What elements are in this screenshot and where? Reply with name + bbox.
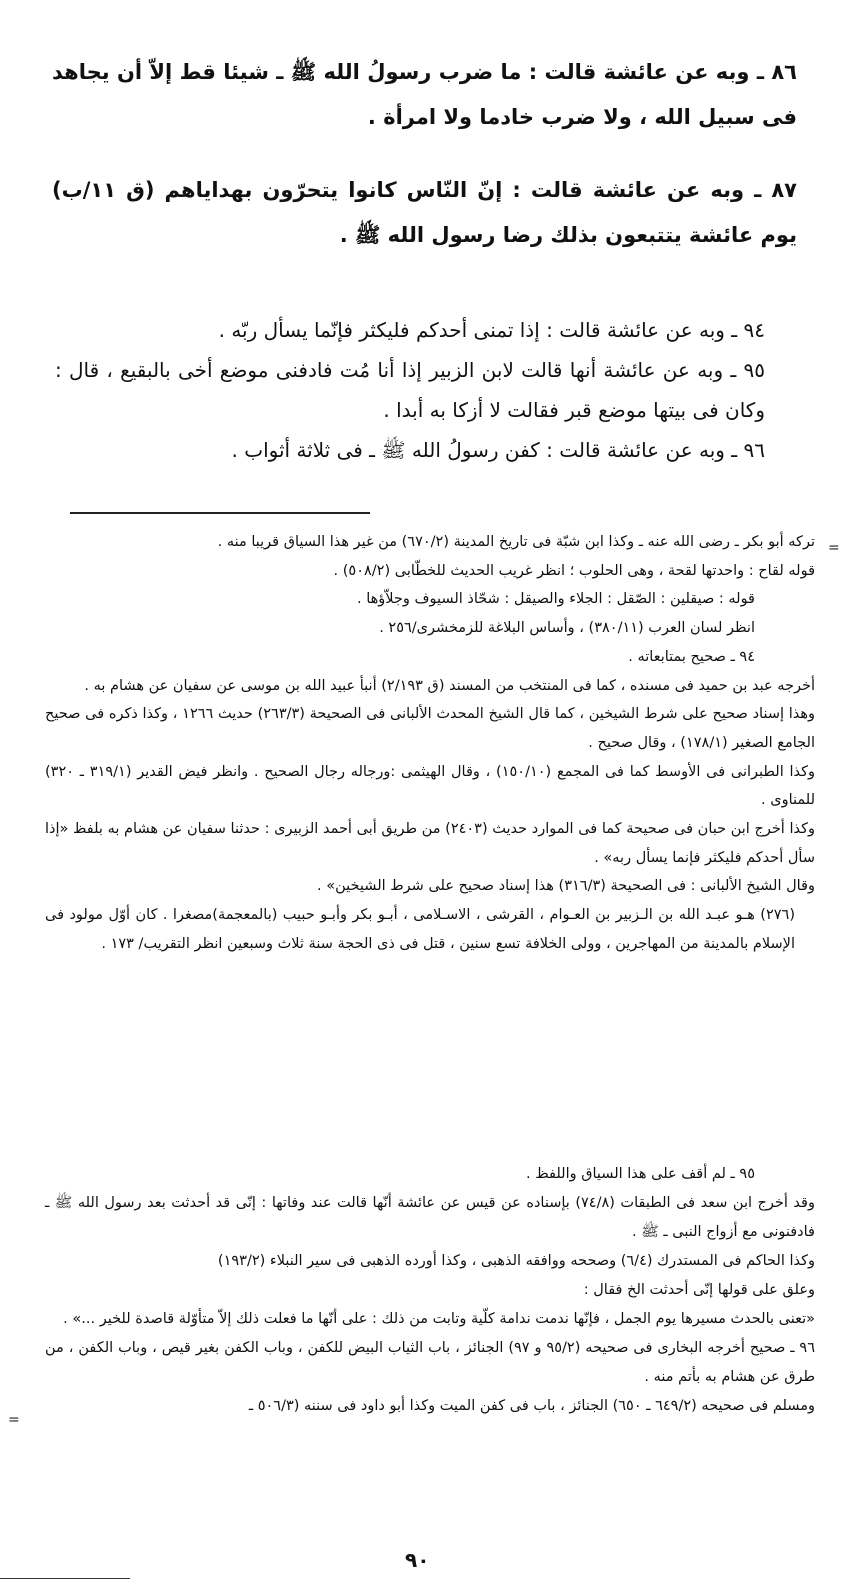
hadith-86 <box>52 50 797 140</box>
hadith-96: ٩٦ ـ وبه عن عائشة قالت : كفن رسولُ الله ﷺ ـ فى ثلاثة أثواب . <box>231 438 765 462</box>
footnote-line: ٩٥ ـ لم أقف على هذا السياق واللفظ . <box>526 1166 755 1182</box>
footnote-line: وعلق على قولها إنّى أحدثت الخ فقال : <box>583 1282 815 1298</box>
hadith-87 <box>52 168 797 258</box>
hadith-94: ٩٤ ـ وبه عن عائشة قالت : إذا تمنى أحدكم فليكثر فإنّما يسأل ربّه . <box>218 318 765 342</box>
footnote-line: أخرجه عبد بن حميد فى مسنده ، كما فى المنتخب من المسند (ق ٢/١٩٣) أنبأ عبيد الله بن موسى عن سفيان عن هشام به . <box>84 677 815 694</box>
footnotes-bottom <box>45 1160 815 1421</box>
footnote-line: ٩٤ ـ صحيح بمتابعاته . <box>628 648 755 665</box>
hadith-list <box>55 310 765 470</box>
page-number: ٩٠ <box>405 1548 430 1572</box>
footnote-line: قوله لقاح : واحدتها لقحة ، وهى الحلوب ؛ انظر غريب الحديث للخطّابى (٥٠٨/٢) . <box>333 562 815 579</box>
footnotes-top <box>45 528 815 959</box>
footnote-line: وكذا الحاكم فى المستدرك (٦/٤) وصححه ووافقه الذهبى ، وكذا أورده الذهبى فى سير النبلاء (١٩٣/٢) <box>217 1253 815 1269</box>
hadith-95: ٩٥ ـ وبه عن عائشة أنها قالت لابن الزبير إذا أنا مُت فادفنى موضع أخى بالبقيع ، قال : وكان فى بيتها موضع قبر فقالت لا أزكا به أبدا . <box>55 358 765 422</box>
footnote-line: انظر لسان العرب (٣٨٠/١١) ، وأساس البلاغة للزمخشرى/٢٥٦ . <box>379 620 755 637</box>
footnote-line: وكذا أخرج ابن حبان فى صحيحة كما فى الموارد حديث (٢٤٠٣) من طريق أبى أحمد الزبيرى : حدثنا سفيان عن هشام به بلفظ «إذا سأل أحدكم فليكثر فإنما يسأل ربه» . <box>45 821 816 866</box>
footnote-line: تركه أبو بكر ـ رضى الله عنه ـ وكذا ابن شبّة فى تاريخ المدينة (٦٧٠/٢) من غير هذا السياق قريبا منه . <box>217 534 815 550</box>
footnote-line: وكذا الطبرانى فى الأوسط كما فى المجمع (١٥٠/١٠) ، وقال الهيثمى :ورجاله رجال الصحيح . وانظر فيض القدير (٣١٩/١ ـ ٣٢٠) للمناوى . <box>45 763 816 809</box>
footnote-line: وقال الشيخ الألبانى : فى الصحيحة (٣١٦/٣) هذا إسناد صحيح على شرط الشيخين» . <box>317 878 815 895</box>
bottom-rule <box>0 1578 130 1579</box>
footnote-divider <box>70 512 370 514</box>
continuation-mark-bottom: = <box>8 1412 20 1428</box>
footnote-276: (٢٧٦) هـو عبـد الله بن الـزبير بن العـوام ، القرشى ، الاسـلامى ، أبـو بكر وأبـو حبيب (بالمعجمة)مصغرا . كان أوّل مولود فى الإسلام بالمدينة من المهاجرين ، وولى الخلافة تسع سنين ، قتل فى ذى الحجة سنة ثلاث وسبعين انظر التقريب/ ١٧٣ . <box>45 907 795 952</box>
hadith-text: ٨٧ ـ وبه عن عائشة قالت : إنّ النّاس كانوا يتحرّون بهداياهم (ق ١١/ب) يوم عائشة يتتبعون بذلك رضا رسول الله ﷺ . <box>52 178 797 247</box>
footnote-line: وقد أخرج ابن سعد فى الطبقات (٧٤/٨) بإسناده عن قيس عن عائشة أنّها قالت عند وفاتها : إنّى قد أحدثت بعد رسول الله ﷺ ـ فادفنونى مع أزواج النبى ـ ﷺ . <box>45 1195 815 1240</box>
hadith-text: ٨٦ ـ وبه عن عائشة قالت : ما ضرب رسولُ الله ﷺ ـ شيئا قط إلاّ أن يجاهد فى سبيل الله ، ولا ضرب خادما ولا امرأة . <box>52 60 797 129</box>
footnote-line: وهذا إسناد صحيح على شرط الشيخين ، كما قال الشيخ المحدث الألبانى فى الصحيحة (٢٦٣/٣) حديث ١٢٦٦ ، وكذا ذكره فى صحيح الجامع الصغير (١٧٨/١) ، وقال صحيح . <box>45 706 816 751</box>
footnote-line: قوله : صيقلين : الصّقل : الجلاء والصيقل : شحّاذ السيوف وجلاّؤها . <box>357 591 755 608</box>
footnote-line: ومسلم فى صحيحه (٦٤٩/٢ ـ ٦٥٠) الجنائز ، باب فى كفن الميت وكذا أبو داود فى سننه (٥٠٦/٣ ـ <box>248 1398 815 1414</box>
footnote-line: ٩٦ ـ صحيح أخرجه البخارى فى صحيحه (٩٥/٢ و ٩٧) الجنائز ، باب الثياب البيض للكفن ، وباب الكفن بغير قيص ، وباب الكفن ، من طرق عن هشام به بأتم منه . <box>45 1340 815 1385</box>
continuation-mark-top: = <box>828 540 840 556</box>
footnote-line: «تعنى بالحدث مسيرها يوم الجمل ، فإنّها ندمت ندامة كلّية وتابت من ذلك : على أنّها ما فعلت ذلك إلاّ متأوّلة قاصدة للخير ...» . <box>63 1311 815 1327</box>
